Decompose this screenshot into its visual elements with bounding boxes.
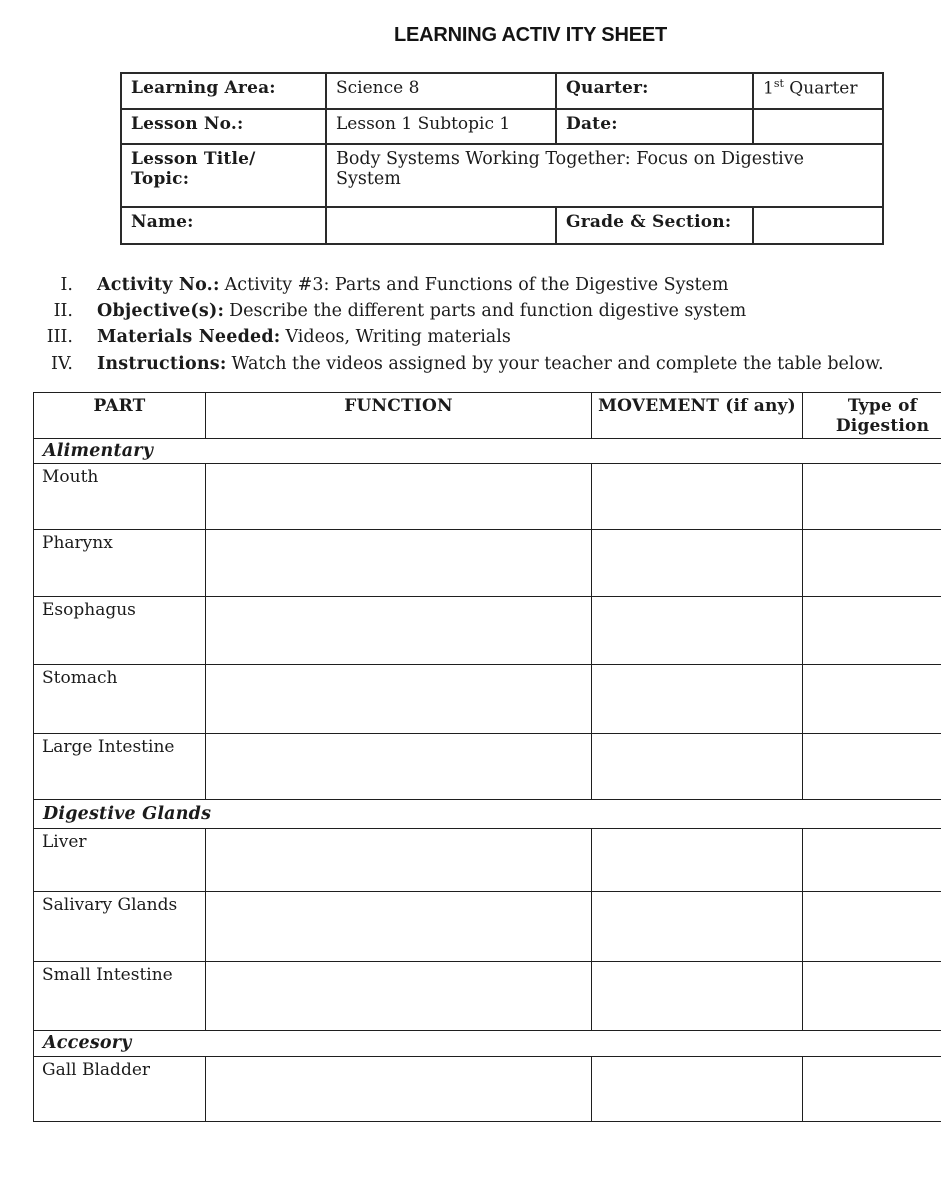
- movement-cell: [592, 664, 803, 733]
- movement-cell: [592, 1056, 803, 1121]
- lesson-title-label-line1: Lesson Title/: [131, 149, 256, 169]
- list-item-label: Materials Needed:: [97, 327, 281, 348]
- list-numeral: III.: [46, 327, 73, 348]
- grade-section-label: Grade & Section:: [556, 207, 753, 244]
- list-item-activity-no: [0, 272, 941, 298]
- function-cell: [206, 1056, 592, 1121]
- grade-section-value: [753, 207, 883, 244]
- list-item-text: Activity #3: Parts and Functions of the Digestive System: [224, 275, 729, 295]
- digestion-cell: [803, 529, 941, 596]
- digestion-cell: [803, 891, 941, 961]
- date-value: [753, 109, 883, 144]
- function-cell: [206, 463, 592, 529]
- movement-cell: [592, 529, 803, 596]
- learning-area-value: Science 8: [326, 73, 556, 109]
- page-title: LEARNING ACTIV ITY SHEET: [393, 24, 667, 46]
- digestion-cell: [803, 733, 941, 799]
- table-row-large-intestine: [34, 733, 941, 799]
- list-item-objectives: [0, 298, 941, 324]
- activity-table-header-row: [34, 393, 941, 439]
- function-cell: [206, 733, 592, 799]
- date-label: Date:: [556, 109, 753, 144]
- list-numeral: I.: [60, 275, 73, 295]
- section-label-digestive-glands: Digestive Glands: [34, 799, 941, 828]
- function-cell: [206, 664, 592, 733]
- movement-cell: [592, 596, 803, 664]
- instruction-list: [0, 272, 941, 377]
- list-numeral: II.: [53, 301, 73, 322]
- lesson-title-text: Body Systems Working Together: Focus on Digestive System: [336, 149, 805, 189]
- header-row-lesson-title: [121, 144, 883, 207]
- list-item-text: Watch the videos assigned by your teacher and complete the table below.: [231, 353, 884, 374]
- column-header-function: FUNCTION: [206, 393, 592, 439]
- part-cell-liver: Liver: [34, 828, 206, 891]
- list-item-label: Activity No.:: [97, 275, 220, 295]
- header-info-table: [120, 72, 884, 245]
- column-header-type-of-digestion: Type of Digestion: [803, 393, 941, 439]
- header-row-lesson-no: [121, 109, 883, 144]
- digestion-cell: [803, 463, 941, 529]
- table-row-small-intestine: [34, 961, 941, 1030]
- name-value: [326, 207, 556, 244]
- movement-cell: [592, 891, 803, 961]
- movement-cell: [592, 733, 803, 799]
- quarter-value: [753, 73, 883, 109]
- quarter-label: Quarter:: [556, 73, 753, 109]
- part-cell-gall-bladder: Gall Bladder: [34, 1056, 206, 1121]
- table-row-pharynx: [34, 529, 941, 596]
- lesson-no-label: Lesson No.:: [121, 109, 326, 144]
- function-cell: [206, 596, 592, 664]
- quarter-ordinal: st: [773, 77, 784, 90]
- section-row-accesory: [34, 1030, 941, 1056]
- name-label: Name:: [121, 207, 326, 244]
- lesson-title-value: [326, 144, 883, 207]
- list-item-label: Instructions:: [97, 353, 227, 374]
- header-row-learning-area: [121, 73, 883, 109]
- section-row-digestive-glands: [34, 799, 941, 828]
- part-cell-salivary-glands: Salivary Glands: [34, 891, 206, 961]
- function-cell: [206, 529, 592, 596]
- function-cell: [206, 828, 592, 891]
- part-cell-large-intestine: Large Intestine: [34, 733, 206, 799]
- lesson-no-value: Lesson 1 Subtopic 1: [326, 109, 556, 144]
- part-cell-stomach: Stomach: [34, 664, 206, 733]
- lesson-title-label-line2: Topic:: [131, 169, 190, 189]
- movement-cell: [592, 961, 803, 1030]
- movement-cell: [592, 828, 803, 891]
- table-row-esophagus: [34, 596, 941, 664]
- section-row-alimentary: [34, 438, 941, 463]
- digestion-cell: [803, 961, 941, 1030]
- list-item-text: Videos, Writing materials: [285, 327, 511, 348]
- list-item-label: Objective(s):: [97, 301, 225, 322]
- function-cell: [206, 891, 592, 961]
- column-header-movement: MOVEMENT (if any): [592, 393, 803, 439]
- part-cell-pharynx: Pharynx: [34, 529, 206, 596]
- activity-table: [33, 392, 941, 1122]
- table-row-liver: [34, 828, 941, 891]
- table-row-salivary-glands: [34, 891, 941, 961]
- table-row-mouth: [34, 463, 941, 529]
- part-cell-esophagus: Esophagus: [34, 596, 206, 664]
- part-cell-mouth: Mouth: [34, 463, 206, 529]
- column-header-part: PART: [34, 393, 206, 439]
- table-row-stomach: [34, 664, 941, 733]
- digestion-cell: [803, 1056, 941, 1121]
- part-cell-small-intestine: Small Intestine: [34, 961, 206, 1030]
- digestion-cell: [803, 596, 941, 664]
- list-item-materials: [0, 324, 941, 350]
- header-row-name: [121, 207, 883, 244]
- digestion-cell: [803, 828, 941, 891]
- table-row-gall-bladder: [34, 1056, 941, 1121]
- section-label-alimentary: Alimentary: [34, 438, 941, 463]
- learning-area-label: Learning Area:: [121, 73, 326, 109]
- list-numeral: IV.: [50, 353, 73, 374]
- movement-cell: [592, 463, 803, 529]
- list-item-text: Describe the different parts and function digestive system: [229, 301, 747, 322]
- quarter-number: 1: [763, 78, 774, 99]
- list-item-instructions: [0, 351, 941, 377]
- lesson-title-label: [121, 144, 326, 207]
- digestion-cell: [803, 664, 941, 733]
- function-cell: [206, 961, 592, 1030]
- quarter-word: Quarter: [783, 78, 858, 99]
- section-label-accesory: Accesory: [34, 1030, 941, 1056]
